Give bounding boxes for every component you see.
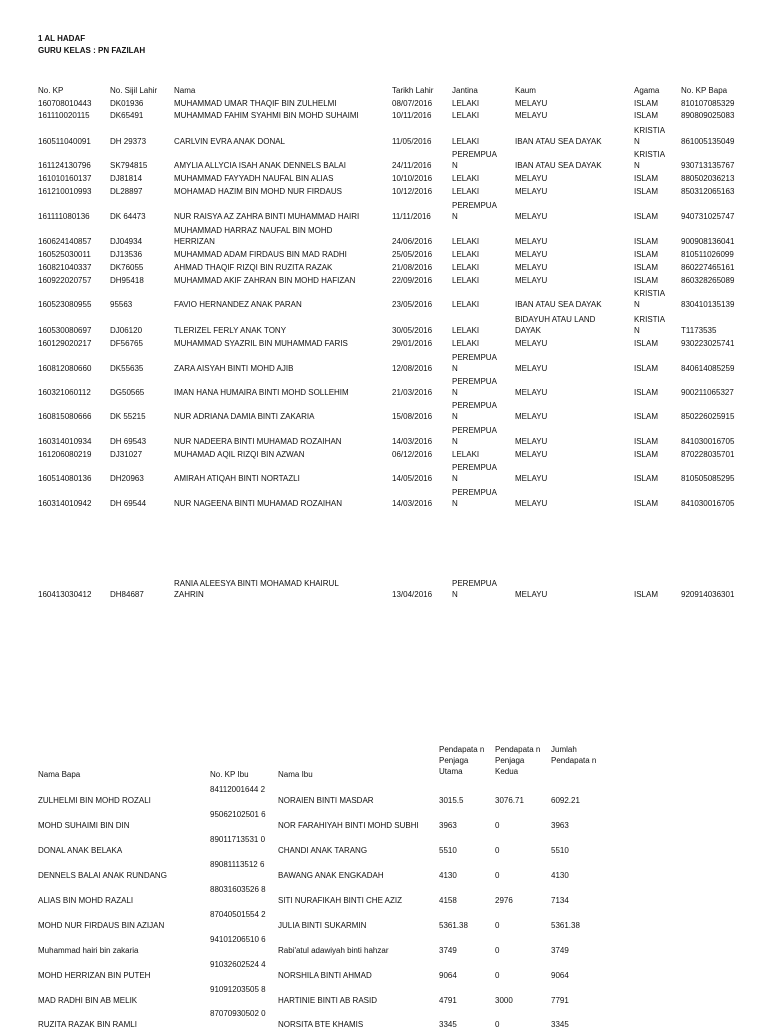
table1-jantina: LELAKI bbox=[452, 99, 480, 108]
table1-nama: MUHAMMAD HARRAZ NAUFAL BIN MOHD HERRIZAN bbox=[174, 226, 333, 246]
table2-nama-bapa: MOHD NUR FIRDAUS BIN AZIJAN bbox=[38, 921, 165, 930]
table1-agama: ISLAM bbox=[634, 99, 659, 108]
table2-pendapatan-kedua: 0 bbox=[495, 971, 500, 980]
table2-nama-bapa: Muhammad hairi bin zakaria bbox=[38, 946, 139, 955]
table1-tarikh-lahir: 29/01/2016 bbox=[392, 339, 433, 348]
table1-tarikh-lahir: 11/11/2016 bbox=[392, 212, 431, 221]
table2-pendapatan-utama: 3345 bbox=[439, 1020, 457, 1029]
table1-no-kp-bapa: 810107085329 bbox=[681, 99, 735, 108]
table1-tarikh-lahir: 12/08/2016 bbox=[392, 364, 433, 373]
table1-no-kp-bapa: 860227465161 bbox=[681, 263, 735, 272]
table1-extra-no-sijil: DH84687 bbox=[110, 590, 144, 599]
table1-kaum: MELAYU bbox=[515, 437, 548, 446]
table1-no-sijil: DJ31027 bbox=[110, 450, 143, 459]
table2-jumlah-pendapatan: 6092.21 bbox=[551, 796, 580, 805]
table1-tarikh-lahir: 14/03/2016 bbox=[392, 437, 433, 446]
table1-jantina: LELAKI bbox=[452, 250, 480, 259]
table2-pendapatan-kedua: 0 bbox=[495, 946, 500, 955]
table2-no-kp-ibu: 87040501554 2 bbox=[210, 910, 266, 919]
table1-jantina: PEREMPUA N bbox=[452, 426, 497, 446]
table1-nama: ZARA AISYAH BINTI MOHD AJIB bbox=[174, 364, 294, 373]
table1-nama: FAVIO HERNANDEZ ANAK PARAN bbox=[174, 300, 302, 309]
table1-no-kp-bapa: 841030016705 bbox=[681, 437, 735, 446]
table1-kaum: MELAYU bbox=[515, 212, 548, 221]
table2-no-kp-ibu: 87070930502 0 bbox=[210, 1009, 266, 1018]
table1-nama: MUHAMMAD FAHIM SYAHMI BIN MOHD SUHAIMI bbox=[174, 111, 359, 120]
table1-extra-nama: RANIA ALEESYA BINTI MOHAMAD KHAIRUL ZAHRIN bbox=[174, 579, 339, 599]
table2-header-no-kp-ibu: No. KP Ibu bbox=[210, 770, 249, 779]
table2-jumlah-pendapatan: 7791 bbox=[551, 996, 569, 1005]
table2-pendapatan-kedua: 0 bbox=[495, 846, 500, 855]
table2-jumlah-pendapatan: 3963 bbox=[551, 821, 569, 830]
table2-pendapatan-utama: 4130 bbox=[439, 871, 457, 880]
table1-no-kp-bapa: 940731025747 bbox=[681, 212, 735, 221]
table1-tarikh-lahir: 23/05/2016 bbox=[392, 300, 433, 309]
table1-no-sijil: DG50565 bbox=[110, 388, 145, 397]
table1-agama: ISLAM bbox=[634, 450, 659, 459]
table2-jumlah-pendapatan: 5361.38 bbox=[551, 921, 580, 930]
table1-no-sijil: DK65491 bbox=[110, 111, 144, 120]
table2-no-kp-ibu: 95062102501 6 bbox=[210, 810, 266, 819]
table1-agama: ISLAM bbox=[634, 187, 659, 196]
table1-jantina: LELAKI bbox=[452, 326, 480, 335]
table1-no-kp: 160129020217 bbox=[38, 339, 92, 348]
table1-no-kp-bapa: 880502036213 bbox=[681, 174, 735, 183]
table1-agama: ISLAM bbox=[634, 474, 659, 483]
table1-nama: TLERIZEL FERLY ANAK TONY bbox=[174, 326, 287, 335]
table2-pendapatan-kedua: 3000 bbox=[495, 996, 513, 1005]
table2-nama-bapa: RUZITA RAZAK BIN RAMLI bbox=[38, 1020, 137, 1029]
table2-pendapatan-utama: 3749 bbox=[439, 946, 457, 955]
table2-pendapatan-utama: 5361.38 bbox=[439, 921, 468, 930]
table1-no-kp: 161010160137 bbox=[38, 174, 92, 183]
table1-no-kp: 160624140857 bbox=[38, 237, 92, 246]
table1-jantina: LELAKI bbox=[452, 187, 480, 196]
table1-tarikh-lahir: 10/10/2016 bbox=[392, 174, 433, 183]
table1-kaum: MELAYU bbox=[515, 412, 548, 421]
table2-pendapatan-utama: 9064 bbox=[439, 971, 457, 980]
table1-tarikh-lahir: 10/11/2016 bbox=[392, 111, 432, 120]
table1-jantina: PEREMPUA N bbox=[452, 150, 497, 170]
table1-extra-agama: ISLAM bbox=[634, 590, 659, 599]
class-name: 1 AL HADAF bbox=[38, 34, 86, 43]
table2-header-pendapatan-kedua: Pendapata n Penjaga Kedua bbox=[495, 745, 541, 776]
table1-agama: ISLAM bbox=[634, 263, 659, 272]
table1-jantina: LELAKI bbox=[452, 300, 480, 309]
table1-no-sijil: DH 69544 bbox=[110, 499, 147, 508]
table1-jantina: LELAKI bbox=[452, 111, 480, 120]
table1-kaum: MELAYU bbox=[515, 276, 548, 285]
table1-jantina: PEREMPUA N bbox=[452, 488, 497, 508]
table1-agama: ISLAM bbox=[634, 339, 659, 348]
table1-agama: KRISTIA N bbox=[634, 315, 665, 335]
table1-no-sijil: DL28897 bbox=[110, 187, 143, 196]
table1-no-kp-bapa: T1173535 bbox=[681, 326, 717, 335]
table1-jantina: PEREMPUA N bbox=[452, 353, 497, 373]
table1-no-sijil: DH 69543 bbox=[110, 437, 147, 446]
table1-no-kp: 160314010934 bbox=[38, 437, 92, 446]
table2-nama-bapa: ZULHELMI BIN MOHD ROZALI bbox=[38, 796, 151, 805]
table1-kaum: IBAN ATAU SEA DAYAK bbox=[515, 137, 602, 146]
table1-tarikh-lahir: 30/05/2016 bbox=[392, 326, 433, 335]
table1-no-sijil: DK76055 bbox=[110, 263, 144, 272]
table1-no-kp: 160511040091 bbox=[38, 137, 91, 146]
table2-header-nama-ibu: Nama Ibu bbox=[278, 770, 313, 779]
table2-pendapatan-kedua: 2976 bbox=[495, 896, 513, 905]
table1-nama: MUHAMMAD SYAZRIL BIN MUHAMMAD FARIS bbox=[174, 339, 348, 348]
table1-agama: ISLAM bbox=[634, 276, 659, 285]
table1-no-kp: 160525030011 bbox=[38, 250, 91, 259]
table1-no-kp: 160523080955 bbox=[38, 300, 92, 309]
table1-kaum: MELAYU bbox=[515, 187, 548, 196]
table2-nama-ibu: JULIA BINTI SUKARMIN bbox=[278, 921, 367, 930]
table1-nama: NUR RAISYA AZ ZAHRA BINTI MUHAMMAD HAIRI bbox=[174, 212, 360, 221]
table1-no-kp-bapa: 900211065327 bbox=[681, 388, 734, 397]
table1-kaum: MELAYU bbox=[515, 111, 548, 120]
table1-nama: CARLVIN EVRA ANAK DONAL bbox=[174, 137, 285, 146]
table1-no-sijil: DJ06120 bbox=[110, 326, 143, 335]
table2-nama-ibu: BAWANG ANAK ENGKADAH bbox=[278, 871, 384, 880]
table1-nama: MOHAMAD HAZIM BIN MOHD NUR FIRDAUS bbox=[174, 187, 342, 196]
table1-nama: NUR ADRIANA DAMIA BINTI ZAKARIA bbox=[174, 412, 315, 421]
table1-agama: KRISTIA N bbox=[634, 126, 665, 146]
table2-nama-ibu: NORAIEN BINTI MASDAR bbox=[278, 796, 374, 805]
table2-nama-bapa: MOHD SUHAIMI BIN DIN bbox=[38, 821, 130, 830]
table2-no-kp-ibu: 84112001644 2 bbox=[210, 785, 266, 794]
table1-tarikh-lahir: 06/12/2016 bbox=[392, 450, 433, 459]
table1-no-kp-bapa: 861005135049 bbox=[681, 137, 735, 146]
table1-no-sijil: DK 64473 bbox=[110, 212, 146, 221]
table1-no-kp-bapa: 841030016705 bbox=[681, 499, 735, 508]
table1-no-kp: 160321060112 bbox=[38, 388, 91, 397]
table2-pendapatan-kedua: 0 bbox=[495, 921, 500, 930]
table1-no-sijil: DK 55215 bbox=[110, 412, 146, 421]
table1-header-jantina: Jantina bbox=[452, 86, 478, 95]
table1-kaum: MELAYU bbox=[515, 499, 548, 508]
table2-no-kp-ibu: 94101206510 6 bbox=[210, 935, 266, 944]
table2-no-kp-ibu: 89011713531 0 bbox=[210, 835, 266, 844]
table1-tarikh-lahir: 08/07/2016 bbox=[392, 99, 433, 108]
table1-jantina: PEREMPUA N bbox=[452, 201, 497, 221]
table2-pendapatan-kedua: 0 bbox=[495, 1020, 500, 1029]
table1-jantina: LELAKI bbox=[452, 339, 480, 348]
table1-extra-tarikh-lahir: 13/04/2016 bbox=[392, 590, 433, 599]
table1-no-kp-bapa: 830410135139 bbox=[681, 300, 735, 309]
table1-no-sijil: DK55635 bbox=[110, 364, 144, 373]
table1-jantina: LELAKI bbox=[452, 174, 480, 183]
table1-no-kp-bapa: 810505085295 bbox=[681, 474, 735, 483]
table1-agama: ISLAM bbox=[634, 388, 659, 397]
table1-jantina: LELAKI bbox=[452, 137, 480, 146]
table1-jantina: LELAKI bbox=[452, 276, 480, 285]
table1-agama: ISLAM bbox=[634, 111, 659, 120]
table1-nama: MUHAMMAD FAYYADH NAUFAL BIN ALIAS bbox=[174, 174, 334, 183]
table2-header-pendapatan-utama: Pendapata n Penjaga Utama bbox=[439, 745, 485, 776]
table1-agama: KRISTIA N bbox=[634, 150, 665, 170]
table1-no-sijil: DJ81814 bbox=[110, 174, 143, 183]
table2-nama-ibu: NOR FARAHIYAH BINTI MOHD SUBHI bbox=[278, 821, 419, 830]
table2-nama-bapa: MOHD HERRIZAN BIN PUTEH bbox=[38, 971, 151, 980]
table2-nama-bapa: MAD RADHI BIN AB MELIK bbox=[38, 996, 138, 1005]
table1-tarikh-lahir: 22/09/2016 bbox=[392, 276, 433, 285]
table1-agama: ISLAM bbox=[634, 437, 659, 446]
table1-tarikh-lahir: 15/08/2016 bbox=[392, 412, 433, 421]
table1-no-sijil: DJ13536 bbox=[110, 250, 143, 259]
table2-header-nama-bapa: Nama Bapa bbox=[38, 770, 81, 779]
table2-no-kp-ibu: 89081113512 6 bbox=[210, 860, 265, 869]
table1-header-kaum: Kaum bbox=[515, 86, 536, 95]
table2-pendapatan-utama: 3015.5 bbox=[439, 796, 464, 805]
table1-no-kp-bapa: 840614085259 bbox=[681, 364, 735, 373]
table1-no-sijil: DF56765 bbox=[110, 339, 143, 348]
table1-jantina: LELAKI bbox=[452, 450, 480, 459]
table1-no-kp: 160812080660 bbox=[38, 364, 92, 373]
table1-nama: MUHAMMAD AKIF ZAHRAN BIN MOHD HAFIZAN bbox=[174, 276, 356, 285]
table1-no-sijil: 95563 bbox=[110, 300, 133, 309]
table1-extra-jantina: PEREMPUA N bbox=[452, 579, 497, 599]
table1-jantina: PEREMPUA N bbox=[452, 463, 497, 483]
table1-no-kp: 161210010993 bbox=[38, 187, 92, 196]
table1-kaum: MELAYU bbox=[515, 364, 548, 373]
table2-nama-ibu: CHANDI ANAK TARANG bbox=[278, 846, 368, 855]
table1-tarikh-lahir: 10/12/2016 bbox=[392, 187, 433, 196]
table1-no-kp: 160314010942 bbox=[38, 499, 92, 508]
table1-nama: NUR NAGEENA BINTI MUHAMAD ROZAIHAN bbox=[174, 499, 343, 508]
table1-nama: AHMAD THAQIF RIZQI BIN RUZITA RAZAK bbox=[174, 263, 333, 272]
table2-pendapatan-kedua: 0 bbox=[495, 871, 500, 880]
table2-nama-ibu: Rabi'atul adawiyah binti hahzar bbox=[278, 946, 389, 955]
table1-nama: NUR NADEERA BINTI MUHAMAD ROZAIHAN bbox=[174, 437, 342, 446]
table1-no-kp: 160708010443 bbox=[38, 99, 92, 108]
table1-extra-no-kp-bapa: 920914036301 bbox=[681, 590, 735, 599]
table1-tarikh-lahir: 14/05/2016 bbox=[392, 474, 433, 483]
table2-nama-bapa: DENNELS BALAI ANAK RUNDANG bbox=[38, 871, 167, 880]
table2-nama-ibu: SITI NURAFIKAH BINTI CHE AZIZ bbox=[278, 896, 403, 905]
table1-no-kp: 160815080666 bbox=[38, 412, 92, 421]
table2-pendapatan-utama: 5510 bbox=[439, 846, 457, 855]
table1-kaum: MELAYU bbox=[515, 250, 548, 259]
table1-nama: IMAN HANA HUMAIRA BINTI MOHD SOLLEHIM bbox=[174, 388, 349, 397]
table1-no-kp: 160514080136 bbox=[38, 474, 92, 483]
table1-no-kp: 161124130796 bbox=[38, 161, 91, 170]
table1-agama: ISLAM bbox=[634, 250, 659, 259]
table1-nama: MUHAMAD AQIL RIZQI BIN AZWAN bbox=[174, 450, 305, 459]
table1-tarikh-lahir: 24/06/2016 bbox=[392, 237, 433, 246]
table1-nama: AMIRAH ATIQAH BINTI NORTAZLI bbox=[174, 474, 300, 483]
table1-tarikh-lahir: 14/03/2016 bbox=[392, 499, 433, 508]
table1-header-agama: Agama bbox=[634, 86, 660, 95]
table1-agama: ISLAM bbox=[634, 237, 659, 246]
table2-jumlah-pendapatan: 4130 bbox=[551, 871, 569, 880]
table1-no-kp: 161110020115 bbox=[38, 111, 90, 120]
table1-nama: AMYLIA ALLYCIA ISAH ANAK DENNELS BALAI bbox=[174, 161, 346, 170]
table2-pendapatan-utama: 3963 bbox=[439, 821, 457, 830]
table1-no-kp-bapa: 890809025083 bbox=[681, 111, 735, 120]
table1-kaum: IBAN ATAU SEA DAYAK bbox=[515, 300, 602, 309]
table1-no-sijil: DH20963 bbox=[110, 474, 144, 483]
table1-tarikh-lahir: 21/08/2016 bbox=[392, 263, 433, 272]
table1-header-tarikh-lahir: Tarikh Lahir bbox=[392, 86, 434, 95]
table1-kaum: MELAYU bbox=[515, 237, 548, 246]
table1-agama: ISLAM bbox=[634, 364, 659, 373]
table1-kaum: IBAN ATAU SEA DAYAK bbox=[515, 161, 602, 170]
table1-no-kp: 160922020757 bbox=[38, 276, 92, 285]
table1-jantina: PEREMPUA N bbox=[452, 377, 497, 397]
table1-tarikh-lahir: 24/11/2016 bbox=[392, 161, 432, 170]
table1-extra-kaum: MELAYU bbox=[515, 590, 548, 599]
table1-header-no-sijil: No. Sijil Lahir bbox=[110, 86, 158, 95]
table1-no-sijil: DH95418 bbox=[110, 276, 144, 285]
table2-jumlah-pendapatan: 7134 bbox=[551, 896, 569, 905]
table1-kaum: MELAYU bbox=[515, 174, 548, 183]
table1-no-sijil: DH 29373 bbox=[110, 137, 147, 146]
table1-no-sijil: DJ04934 bbox=[110, 237, 143, 246]
table2-pendapatan-kedua: 0 bbox=[495, 821, 500, 830]
table1-no-kp-bapa: 930713135767 bbox=[681, 161, 735, 170]
table1-kaum: MELAYU bbox=[515, 474, 548, 483]
table2-nama-bapa: ALIAS BIN MOHD RAZALI bbox=[38, 896, 134, 905]
table1-no-kp: 161111080136 bbox=[38, 212, 90, 221]
table1-no-kp: 161206080219 bbox=[38, 450, 92, 459]
table1-no-kp-bapa: 900908136041 bbox=[681, 237, 735, 246]
table1-header-no-kp: No. KP bbox=[38, 86, 64, 95]
table1-agama: ISLAM bbox=[634, 412, 659, 421]
table2-pendapatan-kedua: 3076.71 bbox=[495, 796, 524, 805]
table1-agama: ISLAM bbox=[634, 174, 659, 183]
table1-no-kp-bapa: 850226025915 bbox=[681, 412, 735, 421]
table1-kaum: MELAYU bbox=[515, 99, 548, 108]
table1-jantina: LELAKI bbox=[452, 263, 480, 272]
table1-tarikh-lahir: 25/05/2016 bbox=[392, 250, 433, 259]
table2-no-kp-ibu: 91091203505 8 bbox=[210, 985, 266, 994]
table2-header-jumlah-pendapatan: Jumlah Pendapata n bbox=[551, 745, 597, 765]
table2-nama-ibu: HARTINIE BINTI AB RASID bbox=[278, 996, 377, 1005]
table1-header-nama: Nama bbox=[174, 86, 196, 95]
table1-header-no-kp-bapa: No. KP Bapa bbox=[681, 86, 728, 95]
table2-pendapatan-utama: 4158 bbox=[439, 896, 457, 905]
table2-pendapatan-utama: 4791 bbox=[439, 996, 457, 1005]
table1-kaum: MELAYU bbox=[515, 263, 548, 272]
table1-no-kp-bapa: 930223025741 bbox=[681, 339, 735, 348]
table1-no-kp-bapa: 870228035701 bbox=[681, 450, 735, 459]
table2-nama-bapa: DONAL ANAK BELAKA bbox=[38, 846, 123, 855]
table1-agama: ISLAM bbox=[634, 499, 659, 508]
table1-agama: KRISTIA N bbox=[634, 289, 665, 309]
table1-tarikh-lahir: 11/05/2016 bbox=[392, 137, 432, 146]
table1-kaum: BIDAYUH ATAU LAND DAYAK bbox=[515, 315, 596, 335]
table2-jumlah-pendapatan: 9064 bbox=[551, 971, 569, 980]
table1-no-sijil: SK794815 bbox=[110, 161, 148, 170]
table1-kaum: MELAYU bbox=[515, 450, 548, 459]
table1-no-kp-bapa: 810511026099 bbox=[681, 250, 734, 259]
table1-no-kp: 160530080697 bbox=[38, 326, 92, 335]
table2-jumlah-pendapatan: 3345 bbox=[551, 1020, 569, 1029]
table1-extra-no-kp: 160413030412 bbox=[38, 590, 92, 599]
table2-jumlah-pendapatan: 5510 bbox=[551, 846, 569, 855]
table1-no-kp-bapa: 850312065163 bbox=[681, 187, 735, 196]
table1-no-kp-bapa: 860328265089 bbox=[681, 276, 735, 285]
table1-no-kp: 160821040337 bbox=[38, 263, 92, 272]
table1-jantina: LELAKI bbox=[452, 237, 480, 246]
table1-kaum: MELAYU bbox=[515, 388, 548, 397]
table2-no-kp-ibu: 88031603526 8 bbox=[210, 885, 266, 894]
table1-jantina: PEREMPUA N bbox=[452, 401, 497, 421]
table1-nama: MUHAMMAD UMAR THAQIF BIN ZULHELMI bbox=[174, 99, 337, 108]
table1-tarikh-lahir: 21/03/2016 bbox=[392, 388, 433, 397]
table1-agama: ISLAM bbox=[634, 212, 659, 221]
table1-no-sijil: DK01936 bbox=[110, 99, 144, 108]
table2-no-kp-ibu: 91032602524 4 bbox=[210, 960, 266, 969]
table2-nama-ibu: NORSITA BTE KHAMIS bbox=[278, 1020, 364, 1029]
table2-nama-ibu: NORSHILA BINTI AHMAD bbox=[278, 971, 372, 980]
table2-jumlah-pendapatan: 3749 bbox=[551, 946, 569, 955]
table1-kaum: MELAYU bbox=[515, 339, 548, 348]
teacher-name: GURU KELAS : PN FAZILAH bbox=[38, 46, 146, 55]
table1-nama: MUHAMMAD ADAM FIRDAUS BIN MAD RADHI bbox=[174, 250, 347, 259]
